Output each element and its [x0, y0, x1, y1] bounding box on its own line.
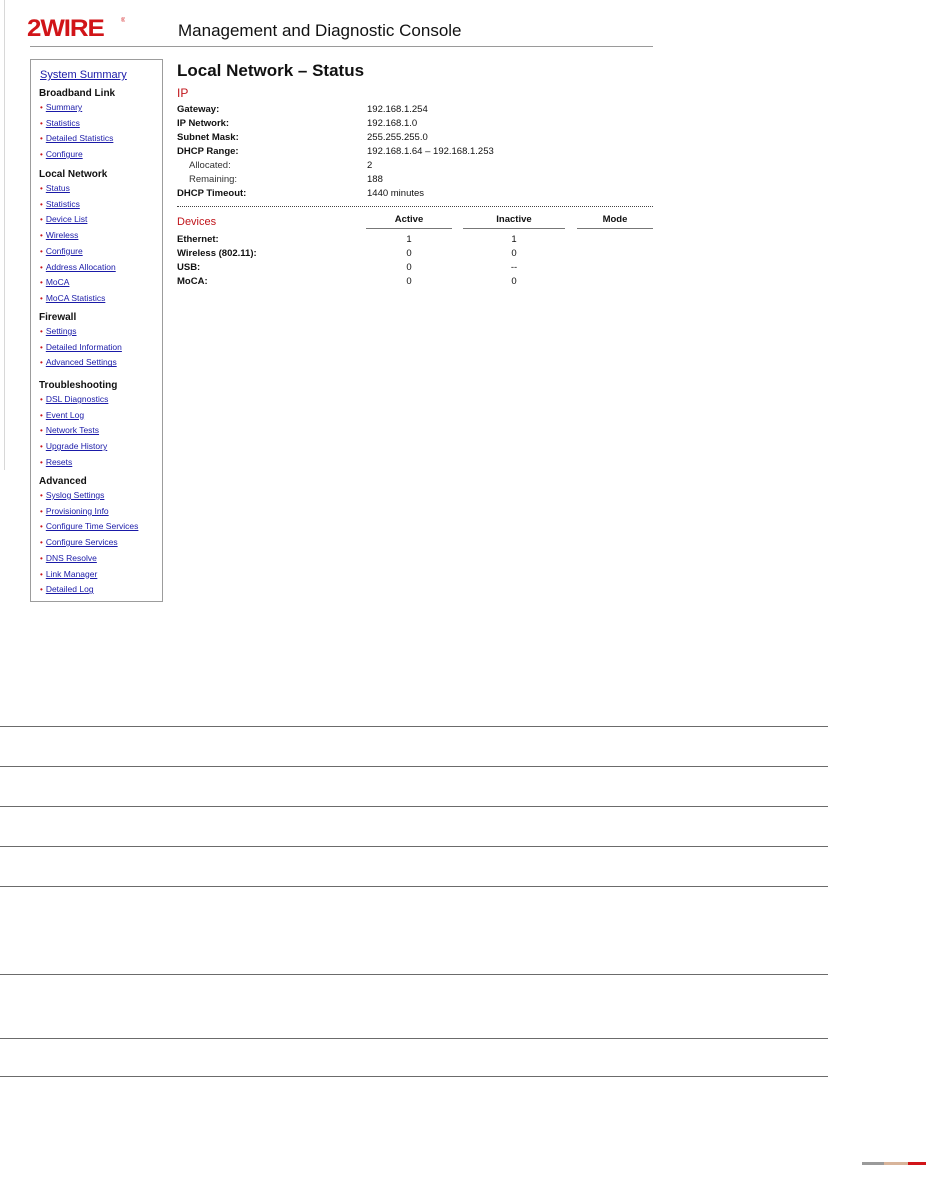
sidebar-item-label[interactable]: Syslog Settings — [45, 490, 105, 500]
bullet-icon: • — [40, 506, 43, 516]
bullet-icon: • — [40, 538, 43, 548]
bullet-icon: • — [40, 358, 43, 368]
section-divider — [177, 206, 653, 207]
sidebar-item-wireless[interactable] — [40, 230, 78, 240]
column-header-active: Active — [366, 214, 452, 229]
sidebar-section-title: Troubleshooting — [39, 380, 118, 391]
devices-section-heading: Devices — [177, 216, 217, 228]
sidebar-item-statistics[interactable] — [40, 118, 80, 128]
system-summary-link[interactable]: System Summary — [40, 69, 127, 81]
ip-row-label: IP Network: — [177, 118, 230, 129]
ip-row-label: Allocated: — [189, 160, 231, 171]
device-cell-inactive: 1 — [511, 234, 517, 245]
sidebar-item-upgrade-history[interactable] — [40, 441, 107, 451]
sidebar-item-label[interactable]: Address Allocation — [45, 261, 116, 272]
empty-table-rule — [0, 766, 828, 767]
sidebar-item-dsl-diagnostics[interactable] — [40, 394, 108, 404]
ip-row-label: Remaining: — [189, 174, 238, 185]
sidebar-item-label[interactable]: Detailed Log — [45, 584, 94, 595]
sidebar-item-link-manager[interactable] — [40, 569, 97, 579]
ip-row-value: 192.168.1.254 — [367, 104, 428, 115]
footer-stripe-red — [908, 1162, 926, 1165]
bullet-icon: • — [40, 491, 43, 500]
ip-row-value: 192.168.1.64 – 192.168.1.253 — [367, 146, 494, 157]
empty-table-rule — [0, 974, 828, 975]
sidebar-item-configure[interactable] — [40, 149, 83, 159]
bullet-icon: • — [40, 553, 43, 563]
bullet-icon: • — [40, 442, 43, 452]
sidebar-item-event-log[interactable] — [40, 410, 84, 420]
sidebar-item-settings[interactable] — [40, 326, 77, 336]
sidebar-section-title: Advanced — [39, 476, 87, 487]
ip-row-value: 1440 minutes — [367, 188, 425, 199]
svg-text:2WIRE: 2WIRE — [27, 14, 104, 40]
sidebar-item-configure[interactable] — [40, 246, 83, 256]
ip-row-value: 188 — [367, 174, 383, 185]
sidebar-item-syslog-settings[interactable] — [40, 490, 104, 500]
empty-table-rule — [0, 1038, 828, 1039]
device-row-label: Ethernet: — [177, 234, 219, 245]
device-cell-active: 0 — [406, 276, 412, 287]
sidebar-item-detailed-log[interactable] — [40, 584, 94, 594]
sidebar-section-title: Local Network — [39, 169, 108, 180]
sidebar-item-label[interactable]: Settings — [45, 326, 77, 336]
sidebar-item-dns-resolve[interactable] — [40, 553, 97, 563]
header-divider — [30, 46, 653, 47]
bullet-icon: • — [40, 522, 43, 532]
sidebar-item-label[interactable]: Event Log — [45, 409, 85, 420]
sidebar-item-label[interactable]: DNS Resolve — [45, 552, 97, 563]
page-title: Local Network – Status — [177, 61, 365, 80]
sidebar-item-label[interactable]: Statistics — [45, 198, 80, 209]
sidebar-item-label[interactable]: Detailed Statistics — [45, 133, 114, 144]
sidebar-item-moca-statistics[interactable] — [40, 293, 105, 303]
device-row-label: USB: — [177, 262, 201, 273]
device-cell-inactive: -- — [510, 262, 518, 273]
bullet-icon: • — [40, 426, 43, 436]
sidebar-item-label[interactable]: Configure Services — [45, 537, 118, 548]
device-row-label: MoCA: — [177, 276, 208, 287]
ip-section-heading: IP — [177, 86, 189, 100]
sidebar-item-label[interactable]: Link Manager — [45, 568, 98, 579]
bullet-icon: • — [40, 231, 43, 241]
sidebar-item-label[interactable]: Upgrade History — [45, 441, 108, 452]
2wire-logo — [27, 14, 125, 40]
sidebar-item-network-tests[interactable] — [40, 425, 99, 435]
sidebar-nav — [30, 59, 163, 602]
bullet-icon: • — [40, 293, 43, 303]
sidebar-item-label[interactable]: Configure Time Services — [45, 521, 139, 532]
ip-row-label: Gateway: — [177, 104, 220, 115]
sidebar-item-label[interactable]: Status — [45, 183, 70, 193]
bullet-icon: • — [40, 103, 43, 112]
sidebar-section-title: Firewall — [39, 312, 77, 323]
empty-table-rule — [0, 886, 828, 887]
footer-stripe-gray — [862, 1162, 884, 1165]
sidebar-item-address-allocation[interactable] — [40, 262, 116, 272]
ip-row-value: 192.168.1.0 — [367, 118, 418, 129]
bullet-icon: • — [40, 184, 43, 193]
sidebar-item-device-list[interactable] — [40, 214, 87, 224]
empty-table-rule — [0, 806, 828, 807]
sidebar-item-label[interactable]: Resets — [45, 456, 73, 467]
bullet-icon: • — [40, 262, 43, 272]
console-title: Management and Diagnostic Console — [178, 21, 462, 40]
empty-table-rule — [0, 846, 828, 847]
sidebar-item-label[interactable]: Wireless — [45, 230, 79, 241]
sidebar-item-label[interactable]: Device List — [45, 214, 88, 225]
ip-row-value: 255.255.255.0 — [367, 132, 428, 143]
bullet-icon: • — [40, 327, 43, 336]
bullet-icon: • — [40, 199, 43, 209]
bullet-icon: • — [40, 395, 43, 404]
sidebar-item-statistics[interactable] — [40, 199, 80, 209]
sidebar-item-label[interactable]: Statistics — [45, 117, 80, 128]
device-row-label: Wireless (802.11): — [177, 248, 257, 259]
device-cell-active: 0 — [406, 248, 412, 259]
bullet-icon: • — [40, 457, 43, 467]
ip-row-label: DHCP Range: — [177, 146, 239, 157]
sidebar-item-detailed-information[interactable] — [40, 342, 122, 352]
sidebar-item-label[interactable]: Configure — [45, 245, 83, 256]
device-cell-inactive: 0 — [511, 276, 517, 287]
bullet-icon: • — [40, 342, 43, 352]
bullet-icon: • — [40, 134, 43, 144]
sidebar-item-advanced-settings[interactable] — [40, 357, 117, 367]
left-edge-line — [4, 0, 5, 470]
device-cell-inactive: 0 — [511, 248, 517, 259]
sidebar-item-configure-time-services[interactable] — [40, 521, 138, 531]
ip-row-value: 2 — [367, 160, 373, 171]
sidebar-item-label[interactable]: Detailed Information — [45, 341, 122, 352]
column-header-inactive: Inactive — [463, 214, 565, 229]
bullet-icon: • — [40, 410, 43, 420]
sidebar-item-label[interactable]: Network Tests — [45, 425, 100, 436]
sidebar-item-label[interactable]: Configure — [45, 149, 83, 160]
sidebar-item-label[interactable]: MoCA — [45, 277, 70, 288]
ip-row-label: DHCP Timeout: — [177, 188, 247, 199]
bullet-icon: • — [40, 150, 43, 160]
column-header-mode: Mode — [577, 214, 653, 229]
bullet-icon: • — [40, 569, 43, 579]
sidebar-item-resets[interactable] — [40, 457, 72, 467]
device-cell-active: 1 — [406, 234, 412, 245]
sidebar-item-summary[interactable] — [40, 102, 82, 112]
sidebar-item-status[interactable] — [40, 183, 70, 193]
sidebar-item-moca[interactable] — [40, 277, 69, 287]
sidebar-item-configure-services[interactable] — [40, 537, 118, 547]
sidebar-item-provisioning-info[interactable] — [40, 506, 109, 516]
sidebar-item-label[interactable]: MoCA Statistics — [45, 292, 106, 303]
empty-table-rule — [0, 726, 828, 727]
sidebar-item-label[interactable]: DSL Diagnostics — [45, 394, 109, 404]
sidebar-item-label[interactable]: Provisioning Info — [45, 505, 109, 516]
empty-table-rule — [0, 1076, 828, 1077]
bullet-icon: • — [40, 585, 43, 595]
device-cell-active: 0 — [406, 262, 412, 273]
ip-row-label: Subnet Mask: — [177, 132, 239, 143]
bullet-icon: • — [40, 278, 43, 288]
sidebar-section-title: Broadband Link — [39, 88, 116, 99]
bullet-icon: • — [40, 246, 43, 256]
sidebar-item-detailed-statistics[interactable] — [40, 133, 113, 143]
svg-text:®: ® — [121, 18, 125, 24]
sidebar-item-label[interactable]: Advanced Settings — [45, 357, 117, 368]
footer-stripe-tan — [884, 1162, 908, 1165]
sidebar-item-label[interactable]: Summary — [45, 102, 83, 112]
bullet-icon: • — [40, 118, 43, 128]
bullet-icon: • — [40, 215, 43, 225]
